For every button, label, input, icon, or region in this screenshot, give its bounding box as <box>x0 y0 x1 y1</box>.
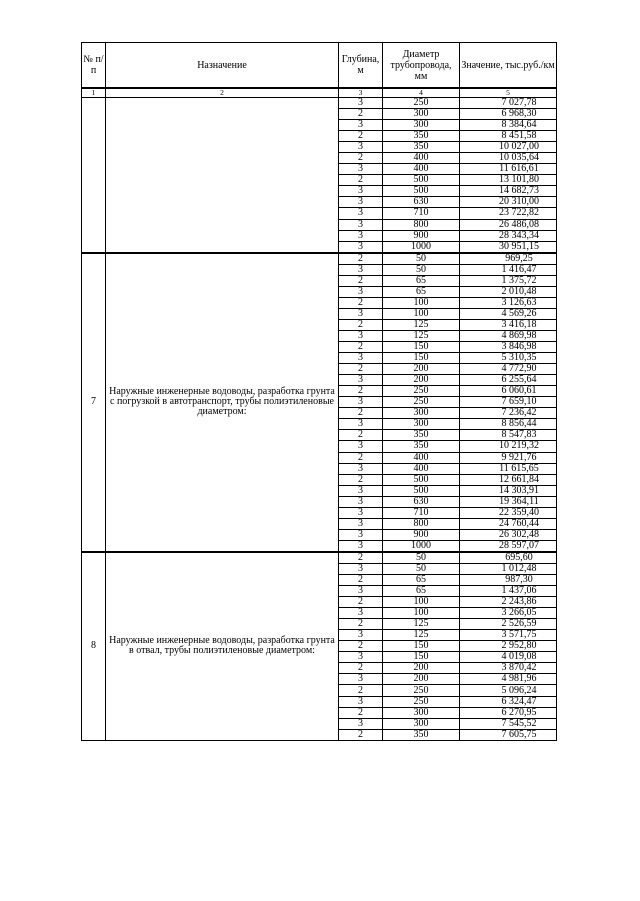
row-group-number <box>82 98 106 253</box>
depth-cell: 3 <box>339 197 383 208</box>
table-row <box>82 253 557 265</box>
value-cell: 28 597,07 <box>460 540 557 552</box>
header-depth: Глубина, м <box>339 43 383 89</box>
diameter-cell: 1000 <box>383 540 460 552</box>
value-cell: 2 952,80 <box>460 641 557 652</box>
document-page <box>81 42 557 741</box>
table-row <box>82 552 557 564</box>
value-cell: 28 343,34 <box>460 230 557 241</box>
depth-cell: 3 <box>339 308 383 319</box>
depth-cell: 3 <box>339 219 383 230</box>
depth-cell: 2 <box>339 364 383 375</box>
column-number-row <box>82 88 557 98</box>
depth-cell: 3 <box>339 507 383 518</box>
value-cell: 695,60 <box>460 552 557 564</box>
diameter-cell: 150 <box>383 652 460 663</box>
diameter-cell: 630 <box>383 197 460 208</box>
column-number: 2 <box>106 88 339 98</box>
depth-cell: 3 <box>339 186 383 197</box>
depth-cell: 3 <box>339 630 383 641</box>
diameter-cell: 125 <box>383 630 460 641</box>
value-cell: 20 310,00 <box>460 197 557 208</box>
diameter-cell: 250 <box>383 397 460 408</box>
diameter-cell: 1000 <box>383 241 460 253</box>
value-cell: 5 310,35 <box>460 353 557 364</box>
diameter-cell: 350 <box>383 441 460 452</box>
value-cell: 4 981,96 <box>460 674 557 685</box>
table-body <box>82 98 557 741</box>
diameter-cell: 300 <box>383 109 460 120</box>
depth-cell: 2 <box>339 275 383 286</box>
depth-cell: 3 <box>339 419 383 430</box>
value-cell: 14 682,73 <box>460 186 557 197</box>
diameter-cell: 300 <box>383 718 460 729</box>
diameter-cell: 50 <box>383 563 460 574</box>
value-cell: 969,25 <box>460 253 557 265</box>
depth-cell: 2 <box>339 253 383 265</box>
value-cell: 8 547,83 <box>460 430 557 441</box>
header-purpose: Назначение <box>106 43 339 89</box>
column-number: 1 <box>82 88 106 98</box>
value-cell: 2 526,59 <box>460 619 557 630</box>
column-number: 5 <box>460 88 557 98</box>
header-diameter: Диаметр трубопровода, мм <box>383 43 460 89</box>
depth-cell: 2 <box>339 386 383 397</box>
value-cell: 4 019,08 <box>460 652 557 663</box>
diameter-cell: 300 <box>383 120 460 131</box>
depth-cell: 2 <box>339 707 383 718</box>
value-cell: 24 760,44 <box>460 518 557 529</box>
value-cell: 1 012,48 <box>460 563 557 574</box>
depth-cell: 3 <box>339 164 383 175</box>
row-group-description: Наружные инженерные водоводы, разработка грунта с погрузкой в автотранспорт, трубы полиэтиленовые диаметром: <box>106 253 339 552</box>
depth-cell: 3 <box>339 652 383 663</box>
depth-cell: 2 <box>339 430 383 441</box>
depth-cell: 3 <box>339 463 383 474</box>
value-cell: 6 968,30 <box>460 109 557 120</box>
diameter-cell: 250 <box>383 685 460 696</box>
depth-cell: 3 <box>339 496 383 507</box>
depth-cell: 3 <box>339 563 383 574</box>
value-cell: 3 416,18 <box>460 319 557 330</box>
depth-cell: 3 <box>339 608 383 619</box>
diameter-cell: 500 <box>383 485 460 496</box>
row-group-number: 7 <box>82 253 106 552</box>
depth-cell: 3 <box>339 98 383 109</box>
diameter-cell: 900 <box>383 529 460 540</box>
diameter-cell: 500 <box>383 186 460 197</box>
value-cell: 5 096,24 <box>460 685 557 696</box>
diameter-cell: 50 <box>383 552 460 564</box>
value-cell: 23 722,82 <box>460 208 557 219</box>
diameter-cell: 300 <box>383 419 460 430</box>
depth-cell: 3 <box>339 397 383 408</box>
diameter-cell: 300 <box>383 408 460 419</box>
value-cell: 26 486,08 <box>460 219 557 230</box>
row-group-number: 8 <box>82 552 106 740</box>
diameter-cell: 200 <box>383 375 460 386</box>
diameter-cell: 250 <box>383 696 460 707</box>
diameter-cell: 350 <box>383 729 460 740</box>
value-cell: 30 951,15 <box>460 241 557 253</box>
depth-cell: 3 <box>339 330 383 341</box>
value-cell: 2 010,48 <box>460 286 557 297</box>
value-cell: 3 266,05 <box>460 608 557 619</box>
depth-cell: 2 <box>339 408 383 419</box>
value-cell: 2 243,86 <box>460 597 557 608</box>
diameter-cell: 125 <box>383 619 460 630</box>
diameter-cell: 100 <box>383 597 460 608</box>
diameter-cell: 125 <box>383 330 460 341</box>
diameter-cell: 125 <box>383 319 460 330</box>
diameter-cell: 250 <box>383 98 460 109</box>
depth-cell: 3 <box>339 142 383 153</box>
value-cell: 3 571,75 <box>460 630 557 641</box>
depth-cell: 2 <box>339 131 383 142</box>
depth-cell: 3 <box>339 674 383 685</box>
value-cell: 4 772,90 <box>460 364 557 375</box>
value-cell: 6 060,61 <box>460 386 557 397</box>
diameter-cell: 100 <box>383 297 460 308</box>
depth-cell: 2 <box>339 575 383 586</box>
value-cell: 10 027,00 <box>460 142 557 153</box>
depth-cell: 2 <box>339 641 383 652</box>
depth-cell: 3 <box>339 375 383 386</box>
value-cell: 8 384,64 <box>460 120 557 131</box>
value-cell: 1 375,72 <box>460 275 557 286</box>
depth-cell: 2 <box>339 552 383 564</box>
row-group-description: Наружные инженерные водоводы, разработка грунта в отвал, трубы полиэтиленовые диаметром: <box>106 552 339 740</box>
column-number: 4 <box>383 88 460 98</box>
column-number: 3 <box>339 88 383 98</box>
diameter-cell: 900 <box>383 230 460 241</box>
value-cell: 3 846,98 <box>460 342 557 353</box>
diameter-cell: 100 <box>383 608 460 619</box>
depth-cell: 3 <box>339 241 383 253</box>
depth-cell: 2 <box>339 619 383 630</box>
depth-cell: 2 <box>339 153 383 164</box>
diameter-cell: 200 <box>383 663 460 674</box>
diameter-cell: 150 <box>383 342 460 353</box>
value-cell: 12 661,84 <box>460 474 557 485</box>
value-cell: 22 359,40 <box>460 507 557 518</box>
value-cell: 7 605,75 <box>460 729 557 740</box>
value-cell: 1 416,47 <box>460 264 557 275</box>
diameter-cell: 65 <box>383 286 460 297</box>
diameter-cell: 800 <box>383 219 460 230</box>
diameter-cell: 350 <box>383 131 460 142</box>
diameter-cell: 800 <box>383 518 460 529</box>
diameter-cell: 400 <box>383 153 460 164</box>
value-cell: 6 324,47 <box>460 696 557 707</box>
depth-cell: 3 <box>339 286 383 297</box>
value-cell: 8 856,44 <box>460 419 557 430</box>
depth-cell: 2 <box>339 663 383 674</box>
diameter-cell: 710 <box>383 208 460 219</box>
header-value: Значение, тыс.руб./км <box>460 43 557 89</box>
diameter-cell: 400 <box>383 452 460 463</box>
value-cell: 7 659,10 <box>460 397 557 408</box>
diameter-cell: 400 <box>383 463 460 474</box>
diameter-cell: 150 <box>383 641 460 652</box>
diameter-cell: 200 <box>383 364 460 375</box>
depth-cell: 3 <box>339 208 383 219</box>
depth-cell: 2 <box>339 597 383 608</box>
depth-cell: 3 <box>339 485 383 496</box>
diameter-cell: 350 <box>383 430 460 441</box>
table-row <box>82 98 557 109</box>
depth-cell: 3 <box>339 518 383 529</box>
diameter-cell: 630 <box>383 496 460 507</box>
value-cell: 3 870,42 <box>460 663 557 674</box>
diameter-cell: 200 <box>383 674 460 685</box>
diameter-cell: 65 <box>383 575 460 586</box>
value-cell: 8 451,58 <box>460 131 557 142</box>
depth-cell: 3 <box>339 264 383 275</box>
depth-cell: 3 <box>339 441 383 452</box>
value-cell: 1 437,06 <box>460 586 557 597</box>
value-cell: 11 616,61 <box>460 164 557 175</box>
value-cell: 9 921,76 <box>460 452 557 463</box>
depth-cell: 2 <box>339 452 383 463</box>
diameter-cell: 400 <box>383 164 460 175</box>
value-cell: 7 236,42 <box>460 408 557 419</box>
depth-cell: 3 <box>339 586 383 597</box>
diameter-cell: 500 <box>383 175 460 186</box>
depth-cell: 3 <box>339 120 383 131</box>
depth-cell: 2 <box>339 342 383 353</box>
depth-cell: 3 <box>339 230 383 241</box>
value-cell: 19 364,11 <box>460 496 557 507</box>
diameter-cell: 250 <box>383 386 460 397</box>
value-cell: 13 101,80 <box>460 175 557 186</box>
diameter-cell: 350 <box>383 142 460 153</box>
depth-cell: 2 <box>339 175 383 186</box>
diameter-cell: 50 <box>383 264 460 275</box>
depth-cell: 2 <box>339 109 383 120</box>
depth-cell: 3 <box>339 540 383 552</box>
depth-cell: 2 <box>339 729 383 740</box>
value-cell: 6 255,64 <box>460 375 557 386</box>
value-cell: 3 126,63 <box>460 297 557 308</box>
depth-cell: 3 <box>339 718 383 729</box>
depth-cell: 2 <box>339 685 383 696</box>
price-table <box>81 42 557 741</box>
value-cell: 4 869,98 <box>460 330 557 341</box>
value-cell: 10 219,32 <box>460 441 557 452</box>
value-cell: 6 270,95 <box>460 707 557 718</box>
depth-cell: 2 <box>339 474 383 485</box>
diameter-cell: 100 <box>383 308 460 319</box>
value-cell: 4 569,26 <box>460 308 557 319</box>
value-cell: 10 035,64 <box>460 153 557 164</box>
value-cell: 26 302,48 <box>460 529 557 540</box>
diameter-cell: 50 <box>383 253 460 265</box>
row-group-description <box>106 98 339 253</box>
value-cell: 7 027,78 <box>460 98 557 109</box>
diameter-cell: 65 <box>383 275 460 286</box>
diameter-cell: 500 <box>383 474 460 485</box>
diameter-cell: 710 <box>383 507 460 518</box>
diameter-cell: 300 <box>383 707 460 718</box>
depth-cell: 2 <box>339 319 383 330</box>
value-cell: 14 303,91 <box>460 485 557 496</box>
depth-cell: 2 <box>339 297 383 308</box>
diameter-cell: 150 <box>383 353 460 364</box>
diameter-cell: 65 <box>383 586 460 597</box>
value-cell: 987,30 <box>460 575 557 586</box>
depth-cell: 3 <box>339 529 383 540</box>
depth-cell: 3 <box>339 696 383 707</box>
value-cell: 11 615,65 <box>460 463 557 474</box>
value-cell: 7 545,52 <box>460 718 557 729</box>
depth-cell: 3 <box>339 353 383 364</box>
header-num: № п/п <box>82 43 106 89</box>
